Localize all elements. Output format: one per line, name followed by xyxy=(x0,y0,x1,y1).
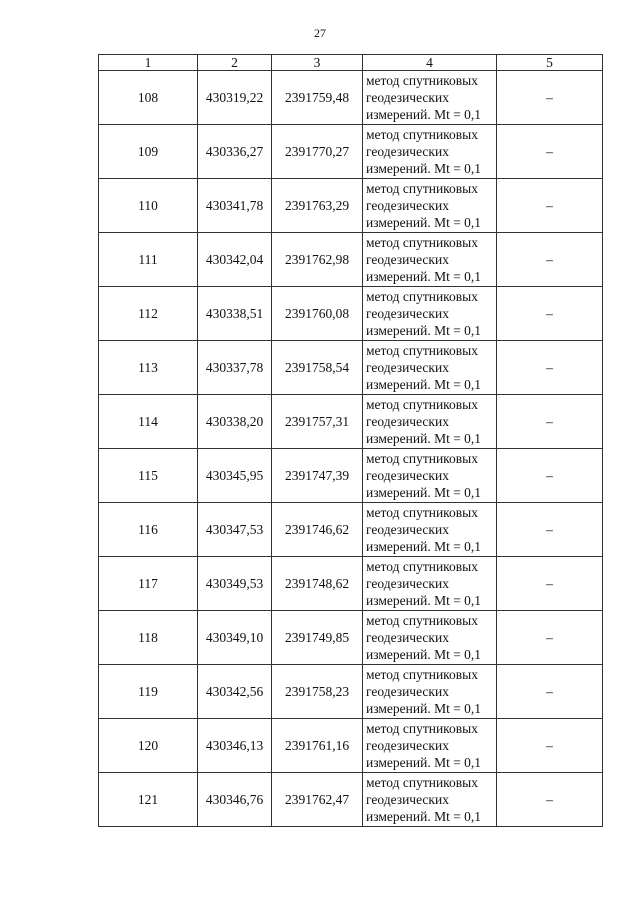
method-cell xyxy=(363,719,497,773)
x-coordinate-cell: 430349,10 xyxy=(198,611,272,665)
x-coordinate-cell: 430319,22 xyxy=(198,71,272,125)
table-row xyxy=(99,503,603,557)
point-number-cell: 112 xyxy=(99,287,198,341)
point-number-cell: 110 xyxy=(99,179,198,233)
column-header: 4 xyxy=(363,55,497,71)
point-number-cell: 119 xyxy=(99,665,198,719)
notes-cell: – xyxy=(497,341,603,395)
method-text-line: метод спутниковых xyxy=(366,667,478,682)
y-coordinate-cell: 2391749,85 xyxy=(272,611,363,665)
table-row xyxy=(99,719,603,773)
method-text-line: метод спутниковых xyxy=(366,451,478,466)
page-number: 27 xyxy=(314,26,326,40)
method-text-line: метод спутниковых xyxy=(366,343,478,358)
coordinates-table xyxy=(98,54,603,827)
method-text-line: измерений. Mt = 0,1 xyxy=(366,539,482,554)
method-text-line: геодезических xyxy=(366,576,449,591)
x-coordinate-cell: 430337,78 xyxy=(198,341,272,395)
method-text-line: метод спутниковых xyxy=(366,181,478,196)
x-coordinate-cell: 430338,51 xyxy=(198,287,272,341)
method-text-line: геодезических xyxy=(366,252,449,267)
notes-cell: – xyxy=(497,125,603,179)
method-text-line: измерений. Mt = 0,1 xyxy=(366,161,482,176)
method-text-line: метод спутниковых xyxy=(366,289,478,304)
notes-cell: – xyxy=(497,233,603,287)
method-cell xyxy=(363,179,497,233)
method-text-line: метод спутниковых xyxy=(366,613,478,628)
y-coordinate-cell: 2391761,16 xyxy=(272,719,363,773)
x-coordinate-cell: 430346,13 xyxy=(198,719,272,773)
y-coordinate-cell: 2391746,62 xyxy=(272,503,363,557)
table-row xyxy=(99,773,603,827)
method-cell xyxy=(363,611,497,665)
y-coordinate-cell: 2391759,48 xyxy=(272,71,363,125)
method-cell xyxy=(363,341,497,395)
point-number-cell: 108 xyxy=(99,71,198,125)
method-text-line: метод спутниковых xyxy=(366,235,478,250)
x-coordinate-cell: 430342,56 xyxy=(198,665,272,719)
x-coordinate-cell: 430342,04 xyxy=(198,233,272,287)
method-cell xyxy=(363,449,497,503)
point-number-cell: 109 xyxy=(99,125,198,179)
method-text-line: геодезических xyxy=(366,144,449,159)
notes-cell: – xyxy=(497,395,603,449)
notes-cell: – xyxy=(497,179,603,233)
method-text-line: метод спутниковых xyxy=(366,505,478,520)
method-text-line: геодезических xyxy=(366,630,449,645)
notes-cell: – xyxy=(497,665,603,719)
point-number-cell: 118 xyxy=(99,611,198,665)
method-cell xyxy=(363,125,497,179)
method-text-line: метод спутниковых xyxy=(366,127,478,142)
method-text-line: измерений. Mt = 0,1 xyxy=(366,107,482,122)
y-coordinate-cell: 2391762,98 xyxy=(272,233,363,287)
y-coordinate-cell: 2391747,39 xyxy=(272,449,363,503)
column-header: 3 xyxy=(272,55,363,71)
notes-cell: – xyxy=(497,71,603,125)
y-coordinate-cell: 2391762,47 xyxy=(272,773,363,827)
method-cell xyxy=(363,557,497,611)
method-text-line: измерений. Mt = 0,1 xyxy=(366,269,482,284)
method-text-line: геодезических xyxy=(366,738,449,753)
method-cell xyxy=(363,665,497,719)
point-number-cell: 120 xyxy=(99,719,198,773)
method-text-line: метод спутниковых xyxy=(366,775,478,790)
method-text-line: геодезических xyxy=(366,792,449,807)
method-text-line: геодезических xyxy=(366,306,449,321)
method-cell xyxy=(363,233,497,287)
point-number-cell: 114 xyxy=(99,395,198,449)
method-text-line: геодезических xyxy=(366,468,449,483)
table-row xyxy=(99,125,603,179)
method-text-line: геодезических xyxy=(366,198,449,213)
point-number-cell: 117 xyxy=(99,557,198,611)
x-coordinate-cell: 430336,27 xyxy=(198,125,272,179)
method-text-line: измерений. Mt = 0,1 xyxy=(366,809,482,824)
point-number-cell: 116 xyxy=(99,503,198,557)
notes-cell: – xyxy=(497,719,603,773)
y-coordinate-cell: 2391758,23 xyxy=(272,665,363,719)
point-number-cell: 113 xyxy=(99,341,198,395)
method-text-line: геодезических xyxy=(366,522,449,537)
point-number-cell: 111 xyxy=(99,233,198,287)
column-header: 1 xyxy=(99,55,198,71)
method-text-line: измерений. Mt = 0,1 xyxy=(366,593,482,608)
table-row xyxy=(99,395,603,449)
method-text-line: метод спутниковых xyxy=(366,559,478,574)
method-text-line: метод спутниковых xyxy=(366,73,478,88)
column-header: 2 xyxy=(198,55,272,71)
y-coordinate-cell: 2391758,54 xyxy=(272,341,363,395)
table-row xyxy=(99,341,603,395)
column-header: 5 xyxy=(497,55,603,71)
method-cell xyxy=(363,395,497,449)
y-coordinate-cell: 2391770,27 xyxy=(272,125,363,179)
method-text-line: измерений. Mt = 0,1 xyxy=(366,323,482,338)
x-coordinate-cell: 430345,95 xyxy=(198,449,272,503)
x-coordinate-cell: 430347,53 xyxy=(198,503,272,557)
table-row xyxy=(99,287,603,341)
notes-cell: – xyxy=(497,503,603,557)
notes-cell: – xyxy=(497,611,603,665)
x-coordinate-cell: 430349,53 xyxy=(198,557,272,611)
method-text-line: измерений. Mt = 0,1 xyxy=(366,377,482,392)
method-cell xyxy=(363,71,497,125)
header-row xyxy=(99,55,603,71)
table-row xyxy=(99,611,603,665)
point-number-cell: 115 xyxy=(99,449,198,503)
method-cell xyxy=(363,773,497,827)
point-number-cell: 121 xyxy=(99,773,198,827)
table-row xyxy=(99,557,603,611)
method-text-line: измерений. Mt = 0,1 xyxy=(366,701,482,716)
table-row xyxy=(99,233,603,287)
method-cell xyxy=(363,503,497,557)
method-cell xyxy=(363,287,497,341)
method-text-line: геодезических xyxy=(366,90,449,105)
table-row xyxy=(99,71,603,125)
table-row xyxy=(99,449,603,503)
x-coordinate-cell: 430346,76 xyxy=(198,773,272,827)
method-text-line: геодезических xyxy=(366,684,449,699)
y-coordinate-cell: 2391748,62 xyxy=(272,557,363,611)
x-coordinate-cell: 430338,20 xyxy=(198,395,272,449)
method-text-line: измерений. Mt = 0,1 xyxy=(366,647,482,662)
y-coordinate-cell: 2391763,29 xyxy=(272,179,363,233)
y-coordinate-cell: 2391760,08 xyxy=(272,287,363,341)
notes-cell: – xyxy=(497,773,603,827)
method-text-line: измерений. Mt = 0,1 xyxy=(366,215,482,230)
method-text-line: измерений. Mt = 0,1 xyxy=(366,755,482,770)
table-row xyxy=(99,665,603,719)
method-text-line: метод спутниковых xyxy=(366,721,478,736)
method-text-line: измерений. Mt = 0,1 xyxy=(366,431,482,446)
notes-cell: – xyxy=(497,287,603,341)
method-text-line: метод спутниковых xyxy=(366,397,478,412)
y-coordinate-cell: 2391757,31 xyxy=(272,395,363,449)
notes-cell: – xyxy=(497,449,603,503)
table-row xyxy=(99,179,603,233)
method-text-line: измерений. Mt = 0,1 xyxy=(366,485,482,500)
method-text-line: геодезических xyxy=(366,414,449,429)
x-coordinate-cell: 430341,78 xyxy=(198,179,272,233)
notes-cell: – xyxy=(497,557,603,611)
method-text-line: геодезических xyxy=(366,360,449,375)
